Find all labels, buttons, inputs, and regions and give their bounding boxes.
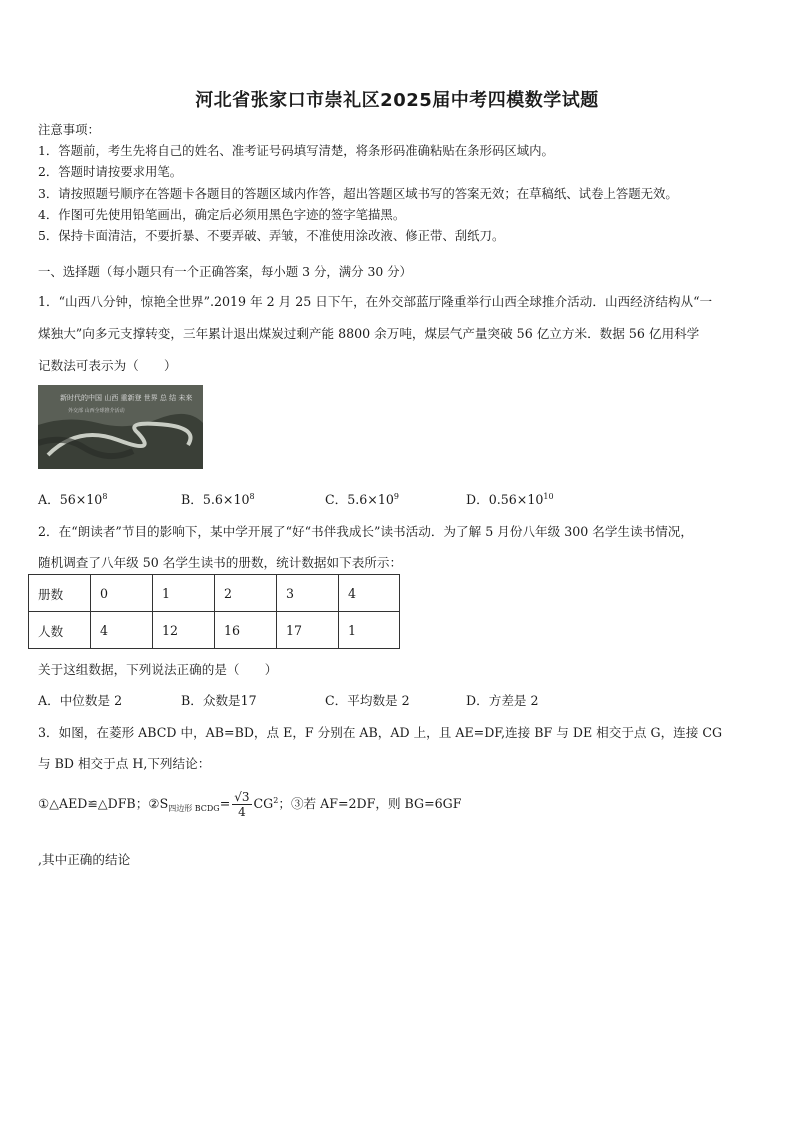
table-cell: 17	[277, 612, 339, 649]
q1-options	[38, 489, 554, 508]
photo-caption: 新时代的中国 山西 重新登 世界 总 结 未来	[60, 394, 193, 402]
q2-line: 2．在“朗读者”节目的影响下，某中学开展了“好“书伴我成长”读书活动．为了解 5 月份八年级 300 名学生读书情况，	[38, 524, 693, 539]
q2-option-c: C．平均数是 2	[325, 693, 410, 708]
table-cell: 12	[153, 612, 215, 649]
page-title: 河北省张家口市崇礼区2025届中考四模数学试题	[195, 90, 599, 111]
q3-line: 与 BD 相交于点 H,下列结论：	[38, 756, 211, 771]
q2-prompt: 关于这组数据，下列说法正确的是（ ）	[38, 662, 278, 677]
notice-item: 4．作图可先使用铅笔画出，确定后必须用黑色字迹的签字笔描黑。	[38, 206, 406, 222]
table-cell: 册数	[29, 575, 91, 612]
formula-part: ；③若 AF=2DF，则 BG=6GF	[278, 796, 462, 811]
section-heading: 一、选择题（每小题只有一个正确答案，每小题 3 分，满分 30 分）	[38, 264, 412, 279]
q1-line: 煤独大”向多元支撑转变，三年累计退出煤炭过剩产能 8800 余万吨，煤层气产量突破 56 亿立方米．数据 56 亿用科学	[38, 326, 700, 341]
formula-subscript: 四边形 BCDG	[168, 804, 220, 813]
q2-options	[38, 690, 539, 709]
q1-line: 记数法可表示为（ ）	[38, 358, 177, 373]
table-cell: 1	[153, 575, 215, 612]
notice-item: 1．答题前，考生先将自己的姓名、准考证号码填写清楚，将条形码准确粘贴在条形码区域内。	[38, 143, 554, 159]
formula-part: ①△AED≌△DFB；②S	[38, 796, 169, 811]
q1-option-d: D．$0.56\times 10^{10}$	[466, 492, 554, 507]
table-cell: 3	[277, 575, 339, 612]
table-cell: 1	[339, 612, 400, 649]
q2-option-d: D．方差是 2	[466, 693, 539, 708]
formula-exponent: 2	[273, 796, 279, 805]
table-row	[29, 612, 400, 649]
notice-section	[38, 119, 758, 246]
q1-line: 1．“山西八分钟，惊艳全世界”.2019 年 2 月 25 日下午，在外交部蓝厅隆重举行山西全球推介活动．山西经济结构从“一	[38, 294, 713, 309]
q1-option-c: C．$5.6\times 10^9$	[325, 492, 399, 507]
table-cell: 2	[215, 575, 277, 612]
q3-conclusions	[38, 790, 461, 819]
q2-line: 随机调查了八年级 50 名学生读书的册数，统计数据如下表所示：	[38, 555, 403, 570]
table-cell: 4	[91, 612, 153, 649]
table-cell: 0	[91, 575, 153, 612]
notice-item: 2．答题时请按要求用笔。	[38, 164, 183, 180]
notice-heading: 注意事项：	[38, 122, 100, 137]
table-cell: 人数	[29, 612, 91, 649]
table-cell: 4	[339, 575, 400, 612]
q3-tail: ,其中正确的结论	[38, 852, 131, 867]
fraction-denominator: 4	[238, 805, 246, 819]
photo-subcaption: 外交部 山西全球推介活动	[68, 408, 125, 414]
q2-option-a: A．中位数是 2	[38, 693, 123, 708]
formula-eq: =	[219, 796, 231, 811]
fraction-numerator: √3	[234, 790, 250, 804]
q2-option-b: B．众数是17	[181, 693, 257, 708]
notice-item: 5．保持卡面清洁，不要折暴、不要弄破、弄皱，不准使用涂改液、修正带、刮纸刀。	[38, 227, 505, 243]
q1-option-b: B．$5.6\times 10^8$	[181, 492, 255, 507]
q2-data-table	[28, 574, 400, 649]
formula-part: CG	[253, 796, 274, 811]
q1-option-a: A．$56\times 10^8$	[38, 492, 108, 507]
notice-item: 3．请按照题号顺序在答题卡各题目的答题区域内作答，超出答题区域书写的答案无效；在草稿纸、试卷上答题无效。	[38, 185, 678, 201]
q1-photo	[38, 385, 203, 469]
fraction	[232, 790, 251, 819]
q3-line: 3．如图，在菱形 ABCD 中，AB=BD，点 E，F 分别在 AB，AD 上，且 AE=DF,连接 BF 与 DE 相交于点 G，连接 CG	[38, 725, 723, 740]
table-row	[29, 575, 400, 612]
table-cell: 16	[215, 612, 277, 649]
